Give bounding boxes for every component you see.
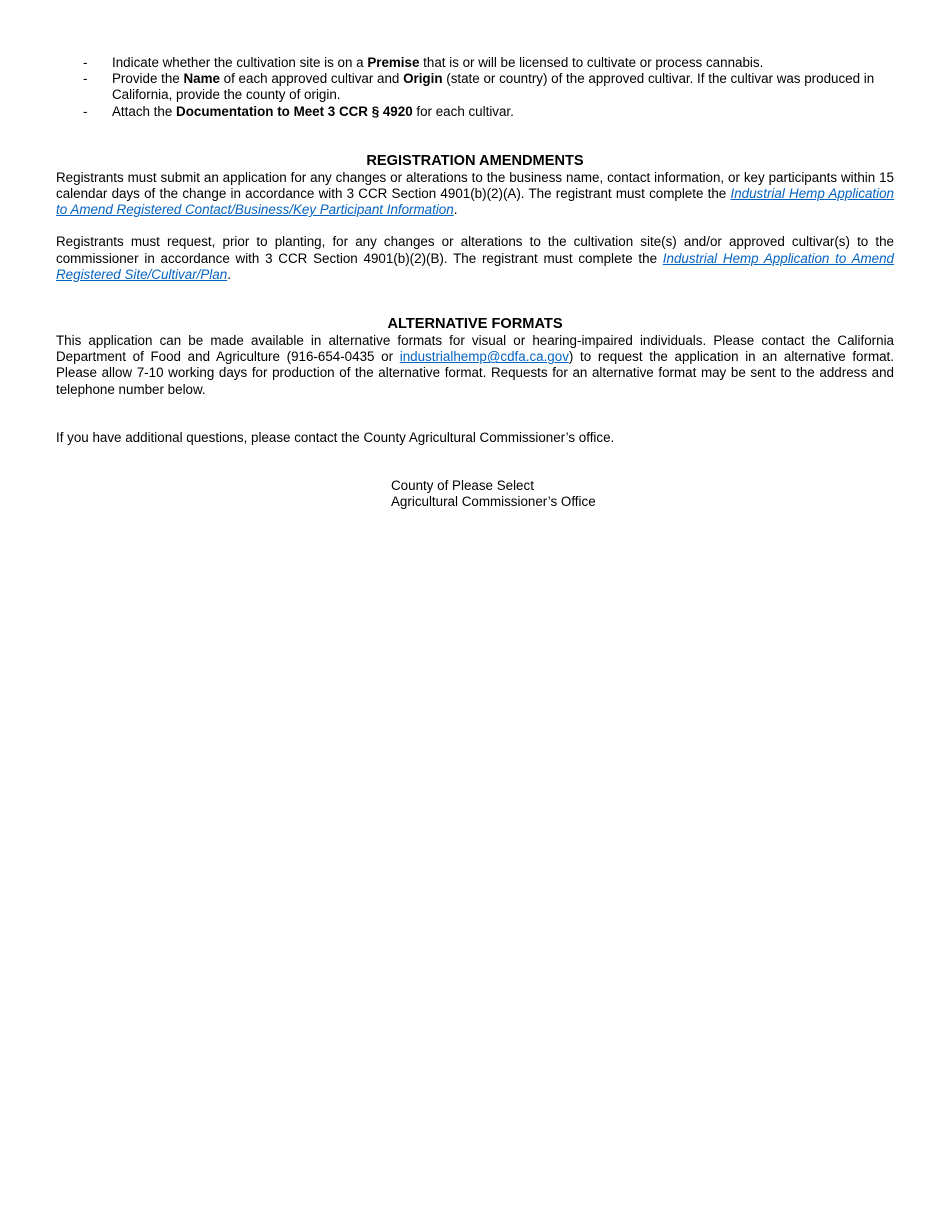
bold-term-origin: Origin xyxy=(403,71,443,87)
alternative-formats-paragraph: This application can be made available in alternative formats for visual or hearing-impaired individuals. Please contact the California Department of Food and Agriculture (916-654-0435 or industrialhemp@cdfa.ca.gov) to request the application in an alternative format. Please allow 7-10 working days for production of the alternative format. Requests for an alternative format may be sent to the address and telephone number below. xyxy=(56,333,894,397)
bold-term-name: Name xyxy=(183,71,220,87)
office-name: Agricultural Commissioner’s Office xyxy=(391,494,596,510)
list-item: - Provide the Name of each approved cultivar and Origin (state or country) of the approved cultivar. If the cultivar was produced in California, provide the county of origin. xyxy=(83,71,875,103)
registration-amendments-paragraph-2: Registrants must request, prior to planting, for any changes or alterations to the cultivation site(s) and/or approved cultivar(s) to the commissioner in accordance with 3 CCR Section 4901(b)(2)(B). The registrant must complete the Industrial Hemp Application to Amend Registered Site/Cultivar/Plan. xyxy=(56,234,895,282)
questions-text: If you have additional questions, please contact the County Agricultural Commissioner’s office. xyxy=(56,429,615,445)
requirements-list xyxy=(56,55,894,120)
registration-amendments-paragraph-1: Registrants must submit an application for any changes or alterations to the business name, contact information, or key participants within 15 calendar days of the change in accordance with 3 CCR Section 4901(b)(2)(A). The registrant must complete the Industrial Hemp Application to Amend Registered Contact/Business/Key Participant Information. xyxy=(56,169,894,218)
bold-term-documentation: Documentation to Meet 3 CCR § 4920 xyxy=(176,103,413,119)
alternative-formats-heading: ALTERNATIVE FORMATS xyxy=(387,316,563,333)
amend-site-cultivar-link[interactable]: Industrial Hemp Application to Amend Registered Site/Cultivar/Plan xyxy=(56,250,895,282)
registration-amendments-heading: REGISTRATION AMENDMENTS xyxy=(366,152,584,169)
list-item: - Indicate whether the cultivation site is on a Premise that is or will be licensed to cultivate or process cannabis. xyxy=(83,55,764,70)
document-page xyxy=(56,55,894,510)
bold-term-premise: Premise xyxy=(367,55,420,70)
address-block xyxy=(391,478,894,510)
bullet-dash: - xyxy=(83,55,88,70)
county-name: County of Please Select xyxy=(391,478,534,494)
list-item: - Attach the Documentation to Meet 3 CCR § 4920 for each cultivar. xyxy=(83,103,514,119)
email-link[interactable]: industrialhemp@cdfa.ca.gov xyxy=(399,349,569,365)
bullet-dash: - xyxy=(83,103,88,119)
bullet-dash: - xyxy=(83,71,88,87)
amend-contact-business-link[interactable]: Industrial Hemp Application to Amend Registered Contact/Business/Key Participant Information xyxy=(56,186,894,218)
